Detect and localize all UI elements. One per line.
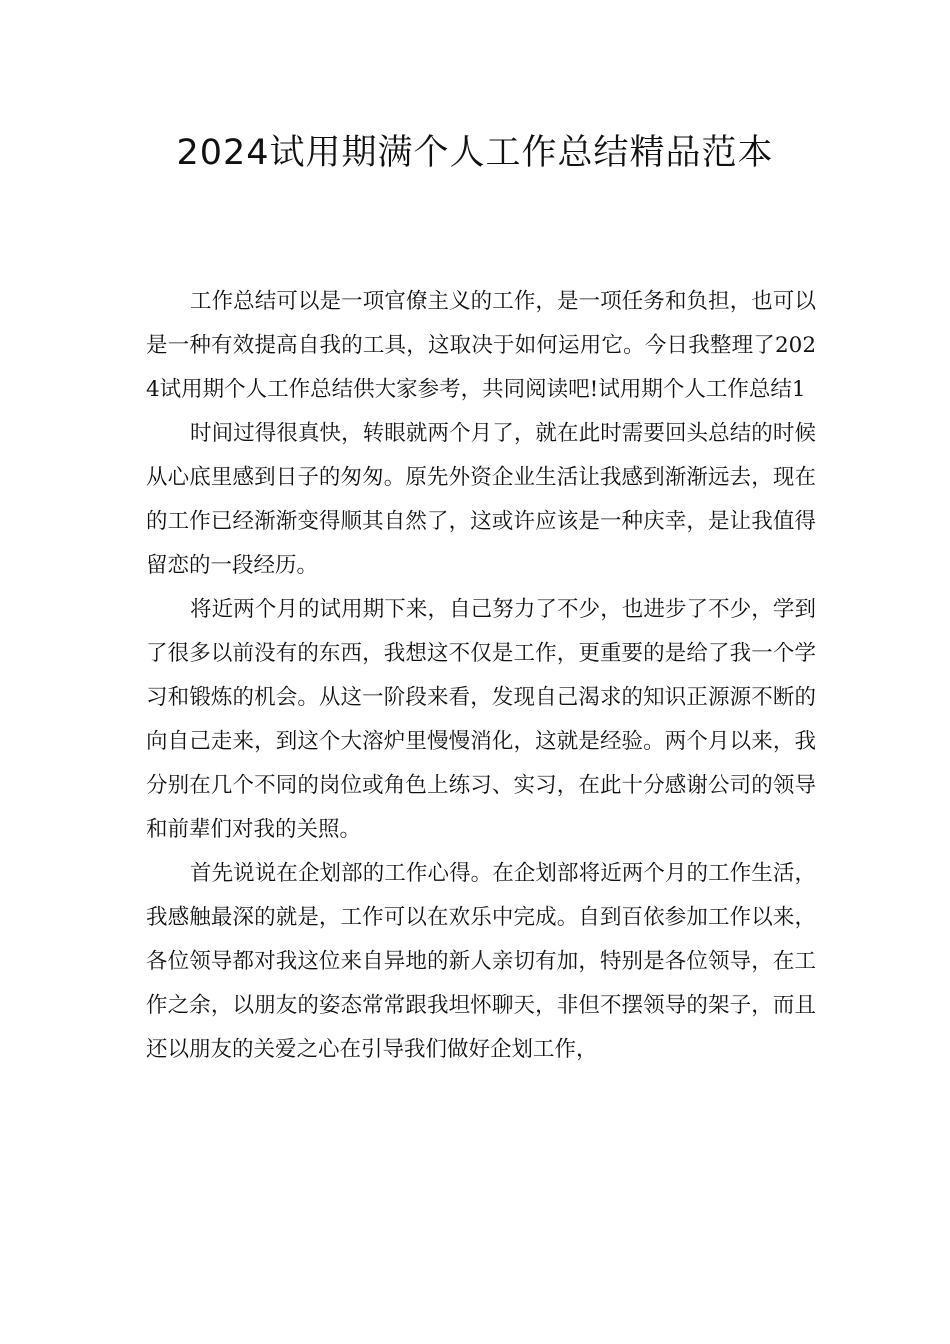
document-title: 2024试用期满个人工作总结精品范本: [176, 133, 774, 173]
paragraph-intro: 工作总结可以是一项官僚主义的工作，是一项任务和负担，也可以是一种有效提高自我的工具，这取决于如何运用它。今日我整理了2024试用期个人工作总结供大家参考，共同阅读吧!试用期个人工作总结1: [146, 289, 816, 402]
document-body: [146, 280, 816, 1072]
paragraph-probation: 将近两个月的试用期下来，自己努力了不少，也进步了不少，学到了很多以前没有的东西，我想这不仅是工作，更重要的是给了我一个学习和锻炼的机会。从这一阶段来看，发现自己渴求的知识正源源不断的向自己走来，到这个大溶炉里慢慢消化，这就是经验。两个月以来，我分别在几个不同的岗位或角色上练习、实习，在此十分感谢公司的领导和前辈们对我的关照。: [146, 597, 816, 842]
paragraph-time: 时间过得很真快，转眼就两个月了，就在此时需要回头总结的时候从心底里感到日子的匆匆。原先外资企业生活让我感到渐渐远去，现在的工作已经渐渐变得顺其自然了，这或许应该是一种庆幸，是让我值得留恋的一段经历。: [146, 421, 816, 578]
paragraph-planning-dept: 首先说说在企划部的工作心得。在企划部将近两个月的工作生活，我感触最深的就是，工作可以在欢乐中完成。自到百依参加工作以来，各位领导都对我这位来自异地的新人亲切有加，特别是各位领导，在工作之余，以朋友的姿态常常跟我坦怀聊天，非但不摆领导的架子，而且还以朋友的关爱之心在引导我们做好企划工作，: [146, 861, 816, 1062]
